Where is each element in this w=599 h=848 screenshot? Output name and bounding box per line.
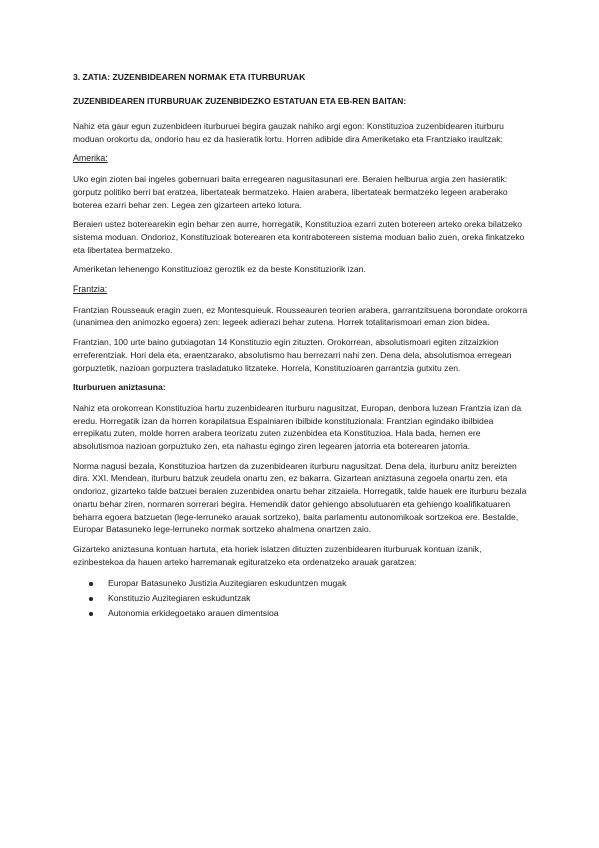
list-item-text: Konstituzio Auzitegiaren eskuduntzak [108, 593, 251, 604]
list-item [89, 591, 531, 606]
paragraph: Norma nagusi bezala, Konstituzioa hartzen da zuzenbidearen iturburu nagusitzat. Dena dela, iturburu anitz bereizten dira. XXI. Mendean, iturburu batzuk zeudela onartu zen, ez bakarra. Gizartean aniztasuna zegoela onartu zen, eta ondorioz, gizarteko talde batzuei beraien zuzenbidea onartu behar zitzaiela. Horregatik, talde hauek ere iturburu bezala onartu behar ziren, normaren sorrerari begira. Hemendik dator gehiengo absolutuaren eta gehiengo koalifikatuaren beharra egoera batzuetan (lege-lerruneko arauak sortzeko), baita parlamentu autonomikoak sortzekoa ere. Bestalde, Europar Batasuneko lege-lerruneko normak sortzeko ahalmena onartzen zaio. [73, 460, 527, 535]
bullet-icon [89, 612, 93, 616]
intro-paragraph: Nahiz eta gaur egun zuzenbideen iturburuei begira gauzak nahiko argi egon: Konstituzioa zuzenbidearen iturburu moduan orokortu da, ondorio hau ez da hasieratik lortu. Horren adibide dira Ameriketako eta Frantziako iraultzak: [73, 121, 504, 144]
document-body [73, 71, 531, 621]
paragraph: Frantzian, 100 urte baino gutxiagotan 14 Konstituzio egin zituzten. Orokorrean, absolutismoari egiten zitzaizkion erreferentziak. Hori dela eta, eraentzarako, absolutismo hau berrezarri nahi zen. Dena dela, absolutismoa erregean gorpuztetik, nazioan gorpuztera trasladatuko litzateke. Horrela, Konstituzioaren garrantzia gutxitu zen. [73, 337, 512, 373]
section-heading-amerika: Amerika: [73, 153, 108, 164]
bullet-icon [89, 597, 93, 601]
bullet-list [73, 576, 531, 621]
section-heading-aniztasuna: Iturburuen aniztasuna: [73, 382, 166, 393]
list-item-text: Autonomia erkidegoetako arauen dimentsioa [108, 608, 279, 619]
paragraph: Uko egin zioten bai ingeles gobernuari baita erregearen nagusitasunari ere. Beraien helburua argia zen hasieratik: gorputz politiko berri bat eratzea, libertateak bermatzeko. Haien arabera, libertateak bermatzeko legeen araberako boterea ezarri behar zen. Legea zen gizarteen arteko lotura. [73, 174, 508, 210]
section-heading-frantzia: Frantzia: [73, 284, 108, 295]
paragraph: Beraien ustez boterearekin egin behar zen aurre, horregatik, Konstituzioa ezarri zuten botereen arteko oreka bilatzeko sistema moduan. Ondorioz, Konstituzioak boterearen eta kontrabotereen sistema moduan balio zuen, oreka finkatzeko eta libertatea bermatzeko. [73, 219, 525, 255]
paragraph: Nahiz eta orokorrean Konstituzioa hartu zuzenbidearen iturburu nagusitzat, Europan, denbora luzean Frantzia izan da eredu. Horregatik izan da horren korapilatsua Espainiaren ibilbide konstituzionala: Frantzian egindako ibilbidea errepikatu zuten, molde horren arabera teorizatu zuten zuzenbidea eta Konstituzioa. Hala bada, hemen ere absolutismoa nazioan gorpuztuko zen, eta nahastu egingo ziren legearen jatorria eta boterearen jatorria. [73, 402, 522, 452]
list-item-text: Europar Batasuneko Justizia Auzitegiaren eskuduntzen mugak [108, 578, 347, 589]
list-item [89, 576, 531, 591]
paragraph: Gizarteko aniztasuna kontuan hartuta, eta horiek islatzen dituzten zuzenbidearen iturburuak kontuan izanik, ezinbestekoa da hauen arteko harremanak egituratzeko eta ordenatzeko arauak garatzea: [73, 543, 482, 567]
list-item [89, 606, 531, 621]
document-title: 3. ZATIA: ZUZENBIDEAREN NORMAK ETA ITURBURUAK [73, 72, 306, 82]
paragraph: Frantzian Rousseauk eragin zuen, ez Montesquieuk. Rousseauren teorien arabera, garrantzitsuena borondate orokorra (unanimea den animozko egoera) zen: legeek adierazi behar zutena. Horrek totalitarismoari eman zion bidea. [73, 304, 528, 328]
document-subtitle: ZUZENBIDEAREN ITURBURUAK ZUZENBIDEZKO ESTATUAN ETA EB-REN BAITAN: [73, 96, 407, 106]
bullet-icon [89, 582, 93, 586]
paragraph: Ameriketan lehenengo Konstituzioaz geroztik ez da beste Konstituziorik izan. [73, 264, 366, 275]
